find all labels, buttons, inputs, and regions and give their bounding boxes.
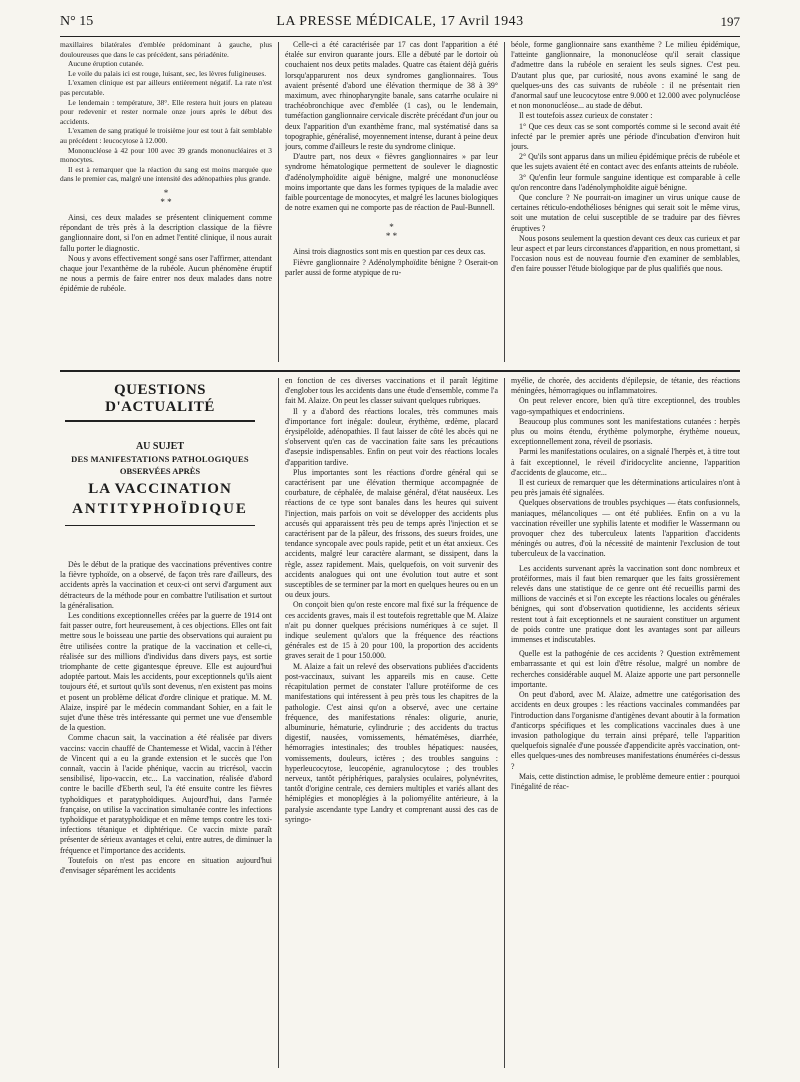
- paragraph: 1° Que ces deux cas se sont comportés comme si le second avait été infecté par le premier après une période d'incubation d'environ huit jours.: [511, 121, 740, 152]
- paragraph: Comme chacun sait, la vaccination a été réalisée par divers vaccins: vaccin chauffé de Chantemesse et Widal, vaccin à l'éther de Vincent qui a eu la grande extension et le succès que l'on connaît, vaccin à l'acide phénique, vaccin au tricrésol, vaccin sensibilisé, lipo-vaccin, etc... La vaccination, réalisée d'abord contre le bacille d'Eberth seul, l'a été ensuite contre les fièvres typhoïdiques et paratyphoïdiques. Aujourd'hui, dans l'armée française, on utilise la vaccination simultanée contre les infections typhoïdique et paratyphoïdique et en même temps contre les toxi-infections tétanique et diphtérique. Ce vaccin mixte paraît présenter de sérieux avantages et celui, entre autres, de diminuer la fréquence et l'importance des accidents.: [60, 733, 272, 855]
- paragraph: Aucune éruption cutanée.: [68, 59, 144, 69]
- paragraph: Les conditions exceptionnelles créées par la guerre de 1914 ont fait passer outre, fort heureusement, à ces objections. Elles ont fait mettre sous le boisseau une partie des observations qui auraient pu être utilisées contre la pratique de la vaccination et celle-ci, réalisée sur des millions d'individus dans divers pays, est sortie triomphante de cette gigantesque épreuve. Elle est aujourd'hui adoptée partout. Mais les accidents, pour exceptionnels qu'ils aient toujours été, et surtout qu'ils sont devenus, n'en existent pas moins et posent un problème délicat d'ordre clinique et pratique. M. M. Alaize, inspiré par le médecin commandant Sohier, en a fait le sujet d'une thèse très intéressante qui permet une vue d'ensemble de la question.: [60, 611, 272, 733]
- page-header: [60, 14, 740, 34]
- paragraph: L'examen clinique est par ailleurs entièrement négatif. La rate n'est pas percutable.: [60, 78, 272, 97]
- column-divider: [278, 42, 279, 362]
- section-heading: QUESTIONS D'ACTUALITÉ: [105, 382, 215, 415]
- paragraph: Dès le début de la pratique des vaccinations préventives contre la fièvre typhoïde, on a observé, de façon très rare d'ailleurs, des accidents après la vaccination et ceux-ci ont servi d'argument aux détracteurs de la méthode pour en combattre l'utilisation et surtout la généralisation.: [60, 560, 272, 610]
- title-rule: [65, 525, 255, 526]
- header-rule: [60, 36, 740, 37]
- paragraph: M. Alaize a fait un relevé des observations publiées d'accidents post-vaccinaux, suivant les appareils mis en cause. Cette récapitulation permet de constater l'allure protéiforme de ces manifestations qui intéressent à peu près tous les chapitres de la pathologie. C'est ainsi qu'on a observé, avec une certaine fréquence, des manifestations rénales: oligurie, anurie, albuminurie, hématurie, cylindrurie ; des accidents du tractus digestif, nausées, vomissements, hématémèses, diarrhée, hémorragies intestinales; des troubles hépatiques: nausées, vomissements, douleurs, ictères ; des troubles sanguins : hyperleucocytose, leucopénie, agranulocytose ; des troubles nerveux, tantôt périphériques, paralysies oculaires, polynévrites, tantôt d'origine centrale, ces derniers multiples et variés allant des hémiplégies et monoplégies à la poliomyélite antérieure, à la paralysie ascendante type Landry et comprenant aussi des cas de syringo-: [285, 661, 498, 824]
- paragraph: Parmi les manifestations oculaires, on a signalé l'herpès et, à titre tout à fait exceptionnel, le réveil d'iridocyclite ancienne, l'apparition d'accidents de glaucome, etc...: [511, 447, 740, 477]
- top-column-3: [511, 40, 740, 365]
- paragraph: Ainsi trois diagnostics sont mis en question par ces deux cas.: [293, 247, 486, 257]
- paragraph: On peut d'abord, avec M. Alaize, admettre une catégorisation des accidents en deux groupes : les réactions vaccinales commandées par l'introduction dans l'organisme d'antigènes devant aboutir à la formation d'anticorps spécifiques et les complications vaccinales dues à une invasion pathologique du terrain ainsi préparé, telle l'apparition quelquefois signalée d'une poussée d'appendicite après vaccination, ont-elles quelques-unes des nombreuses manifestations énumérées ci-dessus ?: [511, 690, 740, 771]
- article-title-block: [60, 382, 260, 526]
- paragraph: 2° Qu'ils sont apparus dans un milieu épidémique précis de rubéole et que les sujets avaient été en contact avec des enfants atteints de rubéole.: [511, 152, 740, 172]
- paragraph: Beaucoup plus communes sont les manifestations cutanées : herpès plus ou moins étendu, érythème polymorphe, érythème noueux, exceptionnellement zona, réveil de psoriasis.: [511, 416, 740, 447]
- paragraph: béole, forme ganglionnaire sans exanthème ? Le milieu épidémique, l'atteinte ganglionnaire, la mononucléose qu'il serait classique d'admettre dans la rubéole en seraient les seuls signes. C'est peu. D'autant plus que, par curiosité, nous avons examiné le sang de quelques-uns des cas suivants de rubéole : il ne présentait rien d'anormal sauf une leucocytose entre 9.000 et 12.000 avec polynucléose et non mononucléose... au stade de début.: [511, 40, 740, 111]
- paragraph: Toutefois on n'est pas encore en situation aujourd'hui d'envisager séparément les accidents: [60, 855, 272, 876]
- paragraph: On peut relever encore, bien qu'à titre exceptionnel, des troubles vago-sympathiques et endocriniens.: [511, 396, 740, 416]
- paragraph: en fonction de ces diverses vaccinations et il paraît légitime d'englober tous les accidents dans une étude d'ensemble, comme l'a fait M. Alaize. On peut les classer suivant quelques rubriques.: [285, 376, 498, 406]
- paragraph: Plus importantes sont les réactions d'ordre général qui se caractérisent par une élévation thermique accompagnée de courbature, de céphalée, de malaise général, d'état nauséeux. Les réactions de ce type sont banales dans les heures qui suivent l'injection, mais parfois on voit se développer des accidents plus accusés qui apparaissent très peu de temps après l'injection et se caractérisent par de la pâleur, des frissons, des sueurs froides, une tendance syncopale avec pouls rapide, petit et un état anxieux. Ces accidents, malgré leur caractère alarmant, se dissipent, dans la règle, assez rapidement. Mais, quelquefois, on voit survenir des accidents analogues qui ont une évolution tout autre et sont susceptibles de se terminer par la mort en quelques heures ou en un ou deux jours.: [285, 467, 498, 600]
- paragraph: Ainsi, ces deux malades se présentent cliniquement comme répondant de très près à la description classique de la fièvre ganglionnaire dont, si l'on en admet l'entité clinique, il nous aurait fallu porter le diagnostic.: [60, 212, 272, 253]
- article-title-line: OBSERVÉES APRÈS: [119, 466, 201, 476]
- article-title-line: AU SUJET: [135, 441, 185, 452]
- paragraph: Le voile du palais ici est rouge, luisant, sec, les lèvres fuligineuses.: [68, 68, 267, 78]
- paragraph: Mononucléose à 42 pour 100 avec 39 grands mononucléaires et 3 monocytes.: [60, 145, 272, 165]
- paragraph: Nous posons seulement la question devant ces deux cas curieux et par leur aspect et par leurs circonstances d'apparition, en nous promettant, si l'occasion nous est de nouveau fournie d'en examiner de semblables, d'en faire pousser l'étude biologique par de plus qualifiés que nous.: [511, 233, 740, 274]
- paragraph: Il y a d'abord des réactions locales, très communes mais d'importance fort inégale: douleur, érythème, œdème, placard érysipéloïde, adénopathies. Il faut laisser de côté les abcès qui ne s'observent qu'en cas de vaccination faite sans les précautions d'asepsie indispensables. Enfin on peut voir des réactions locales d'apparition tardive.: [285, 406, 498, 467]
- paragraph: Que conclure ? Ne pourrait-on imaginer un virus unique cause de certaines réticulo-endothélioses bénignes qui serait soit le même virus, soit une mutation de celui susceptible de se traduire par des fièvres éruptives ?: [511, 193, 740, 233]
- paragraph: D'autre part, nos deux « fièvres ganglionnaires » par leur syndrome hématologique permettent de soulever le diagnostic d'adénolymphoïdite aiguë bénigne, malgré une mononucléose moins importante que dans les formes typiques de la maladie avec faible pourcentage de monocytes, et malgré les lacunes biologiques de notre examen qui ne comporte pas de réaction de Paul-Bunnell.: [285, 152, 498, 213]
- paragraph: 3° Qu'enfin leur formule sanguine identique est comparable à celle qu'on rencontre dans l'adénolymphoïdite aiguë bénigne.: [511, 172, 740, 192]
- column-divider: [504, 378, 505, 1068]
- top-column-2: [285, 40, 498, 365]
- paragraph: myélie, de chorée, des accidents d'épilepsie, de tétanie, des réactions méningées, hémorragiques ou inflammatoires.: [511, 376, 740, 396]
- issue-number: N° 15: [60, 14, 94, 29]
- paragraph: Nous y avons effectivement songé sans oser l'affirmer, attendant chaque jour l'exanthème de la rubéole. Aucun phénomène éruptif ne nous a permis de faire entrer nos deux malades dans notre épidémie de rubéole.: [60, 253, 272, 294]
- paragraph: Quelle est la pathogénie de ces accidents ? Question extrêmement embarrassante et qui est loin d'être résolue, malgré un nombre de recherches considérable auquel M. Alaize apporte une part personnelle importante.: [511, 649, 740, 689]
- top-column-1: [60, 40, 272, 365]
- paragraph: On conçoit bien qu'on reste encore mal fixé sur la fréquence de ces accidents graves, mais il est toutefois regrettable que M. Alaize n'ait pu donner quelques précisions numériques à ce sujet. Il indique seulement qu'alors que la fréquence des réactions générales est de 15 à 20 pour 100, la proportion des accidents graves serait de 1 pour 150.000.: [285, 600, 498, 661]
- paragraph: Il est à remarquer que la réaction du sang est moins marquée que dans le premier cas, malgré une intensité des adénopathies plus grande.: [60, 164, 272, 184]
- section-separator: * * *: [385, 222, 398, 242]
- page-number: 197: [720, 14, 740, 29]
- journal-title: LA PRESSE MÉDICALE, 17 Avril 1943: [276, 14, 524, 29]
- paragraph: Quelques observations de troubles psychiques — états confusionnels, maniaques, mélancoliques — ont été publiées. Enfin on a vu la vaccination réveiller une syphilis latente et modifier le Wassermann ou provoquer chez des tuberculeux latents l'apparition d'accidents méningés ou autres, d'où la nécessité de maintenir l'exclusion de tout tuberculeux de la vaccination.: [511, 498, 740, 559]
- section-rule: [60, 370, 740, 372]
- paragraph: Mais, cette distinction admise, le problème demeure entier : pourquoi l'inégalité de réac-: [511, 771, 740, 791]
- paragraph: Les accidents survenant après la vaccination sont donc nombreux et protéiformes, mais il faut bien remarquer que les faits grossièrement relevés dans une statistique de ce genre ont été recueillis parmi des millions de vaccinés et si l'on excepte les réactions locales ou générales bénignes, qui sont d'observation quotidienne, les accidents sérieux restent tout à fait exceptionnels et ne sauraient constituer un argument de poids contre une pratique dont les avantages sont par ailleurs immenses et indiscutables.: [511, 563, 740, 645]
- paragraph: Il est curieux de remarquer que les déterminations articulaires n'ont à peu près jamais été signalées.: [511, 478, 740, 498]
- article-column-2: [285, 376, 498, 1070]
- article-title-line: DES MANIFESTATIONS PATHOLOGIQUES: [71, 454, 249, 464]
- article-column-1: [60, 560, 272, 1070]
- paragraph: Il est toutefois assez curieux de constater :: [519, 111, 653, 121]
- heading-rule: [65, 420, 255, 422]
- column-divider: [278, 378, 279, 1068]
- column-divider: [504, 42, 505, 362]
- paragraph: Le lendemain : température, 38°. Elle restera huit jours en plateau pour redevenir et rester normale onze jours après le début des accidents.: [60, 97, 272, 126]
- article-column-3: [511, 376, 740, 1070]
- paragraph: Celle-ci a été caractérisée par 17 cas dont l'apparition a été étalée sur environ quarante jours. Elle a débuté par le dortoir où couchaient nos deux petits malades. Quatre cas étaient déjà guéris lorsqu'apparurent nos deux syndromes ganglionnaires. Tous avaient présenté d'abord une élévation thermique de 38 à 39° maximum, avec rhinopharyngite banale, sans catarrhe oculaire ni trachéobronchique avec d'emblée (1 cas), ou le lendemain, tuméfaction ganglionnaire cervicale discrète précédant d'un jour ou deux l'apparition d'un exanthème franc, mal systématisé dans sa topographie, généralisé, moyennement intense, durant à peine deux jours, comme d'ailleurs le reste du syndrome clinique.: [285, 40, 498, 152]
- paragraph: Fièvre ganglionnaire ? Adénolymphoïdite bénigne ? Oserait-on parler aussi de forme atypique de ru-: [285, 257, 498, 277]
- paragraph: maxillaires bilatérales d'emblée prédominant à gauche, plus douloureuses que dans le cas précédent, sans périadénite.: [60, 40, 272, 59]
- section-separator: * * *: [160, 187, 172, 207]
- article-title-line: LA VACCINATION: [88, 481, 232, 497]
- paragraph: L'examen de sang pratiqué le troisième jour est tout à fait semblable au précédent : leucocytose à 12.000.: [60, 126, 272, 145]
- article-title-line: ANTITYPHOÏDIQUE: [72, 501, 248, 517]
